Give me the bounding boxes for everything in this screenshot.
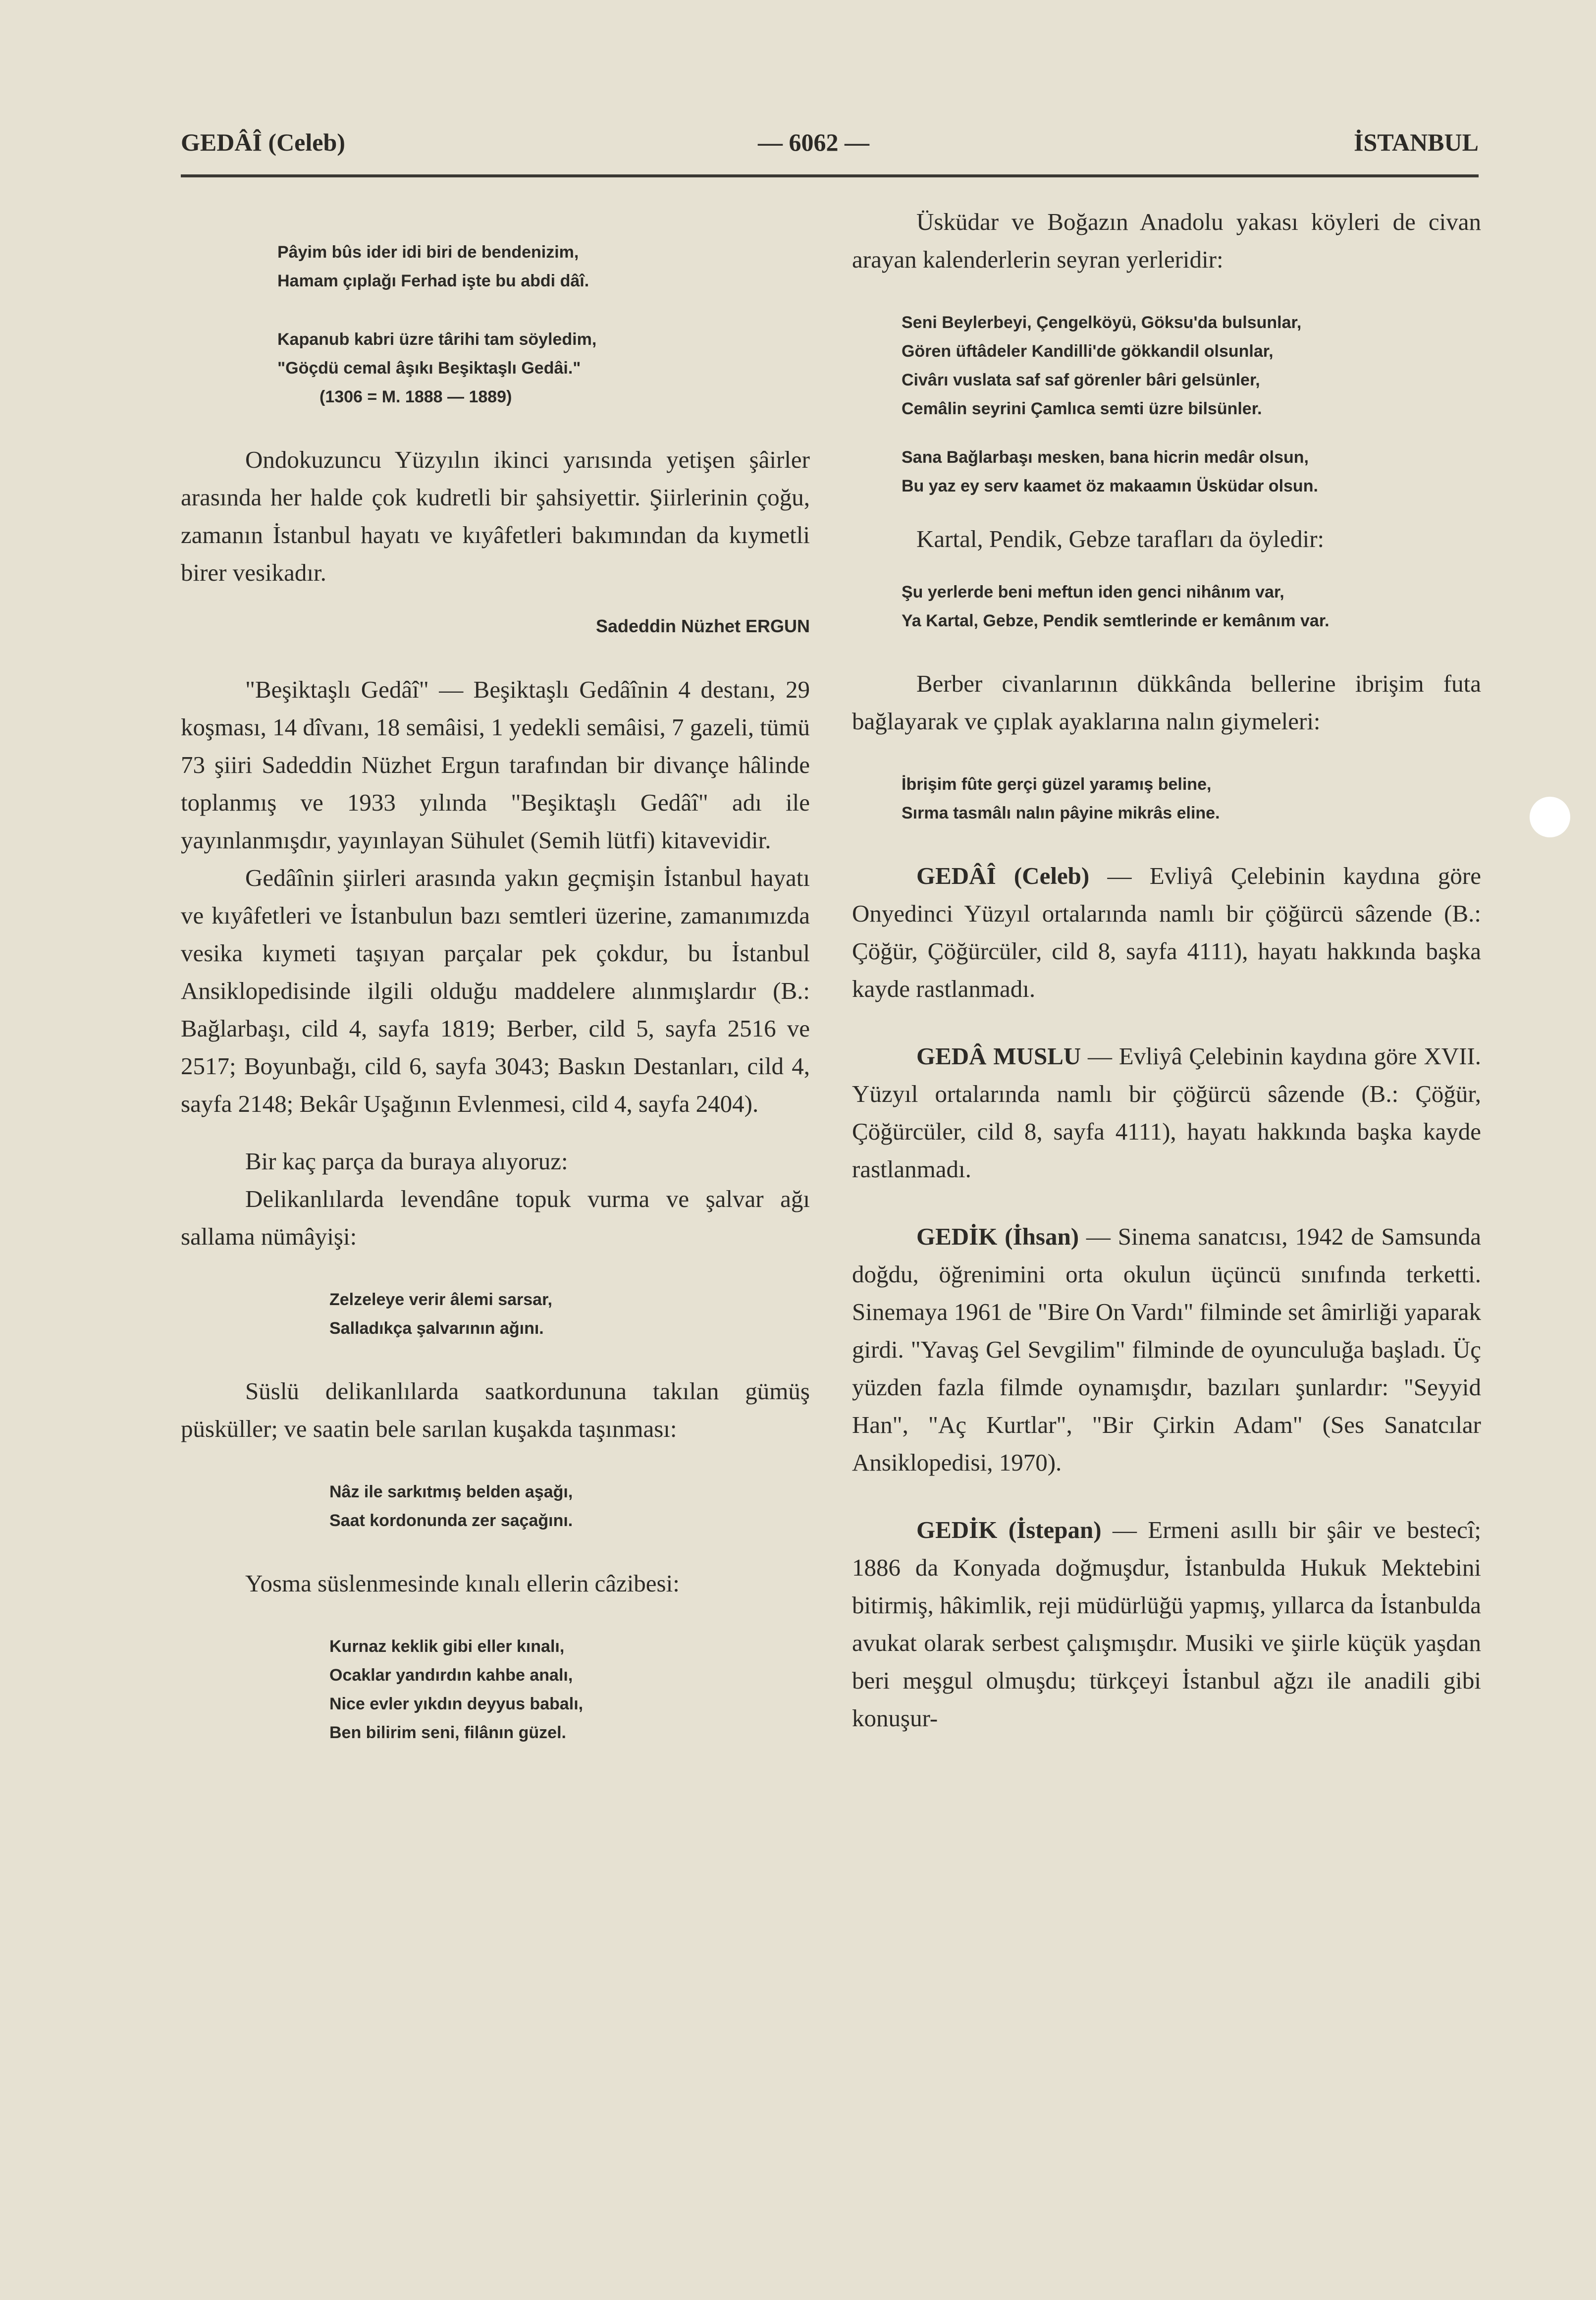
poem-line: Salladıkça şalvarının ağını. [329, 1319, 544, 1338]
left-column [181, 198, 810, 1747]
poem-stanza [181, 238, 810, 295]
encyclopedia-entry [852, 1218, 1481, 1481]
entry-body: — Evliyâ Çelebinin kaydına göre XVII. Yüzyıl ortalarında namlı bir çöğürcü sâzende (B.: Çöğür, Çöğürcüler, cild 8, sayfa 4111), hayatı hakkında başka kayde rastlanmadı. [852, 1042, 1482, 1183]
paragraph: "Beşiktaşlı Gedâî" — Beşiktaşlı Gedâînin 4 destanı, 29 koşması, 14 dîvanı, 18 semâisi, 1 yedekli semâisi, 7 gazeli, tümü 73 şiiri Sadeddin Nüzhet Ergun tarafından bir divançe hâlinde toplanmış ve 1933 yılında "Beşiktaşlı Gedâî" adı ile yayınlanmışdır, yayınlayan Sühulet (Semih lütfi) kitavevidir. [181, 676, 810, 854]
entry-body: — Ermeni asıllı bir şâir ve bestecî; 1886 da Konyada doğmuşdur, İstanbulda Hukuk Mektebini bitirmiş, hâkimlik, reji müdürlüğü yapmış, yıllarca da İstanbulda avukat olarak serbest çalışmışdır. Musiki ve şiirle küçük yaşdan beri meşgul olmuşdu; türkçeyi İstanbul ağzı ile anadili gibi konuşur- [852, 1516, 1481, 1732]
poem-line: Seni Beylerbeyi, Çengelköyü, Göksu'da bulsunlar, [902, 313, 1302, 332]
encyclopedia-entry [852, 857, 1481, 1008]
paragraph: Ondokuzuncu Yüzyılın ikinci yarısında yetişen şâirler arasında her halde çok kudretli bir şahsiyettir. Şiirlerinin çoğu, zamanın İstanbul hayatı ve kıyâfetleri bakımından da kıymetli birer vesikadır. [181, 446, 810, 586]
header-volume-title: İSTANBUL [1354, 128, 1479, 156]
entry-body: — Evliyâ Çelebinin kaydına göre Onyedinci Yüzyıl ortalarında namlı bir çöğürcü sâzende (B.: Çöğür, Çöğürcüler, cild 8, sayfa 4111), hayatı hakkında başka kayde rastlanmadı. [852, 862, 1481, 1002]
poem-line: Ya Kartal, Gebze, Pendik semtlerinde er kemânım var. [902, 611, 1330, 630]
header-rule [181, 174, 1479, 177]
poem-line: Kapanub kabri üzre târihi tam söyledim, [277, 330, 597, 349]
poem-stanza [181, 1632, 810, 1747]
poem-line: "Göçdü cemal âşıkı Beşiktaşlı Gedâi." [277, 359, 581, 378]
poem-stanza [181, 325, 810, 411]
poem-line: Cemâlin seyrini Çamlıca semti üzre bilsünler. [902, 399, 1262, 418]
paragraph: Yosma süslenmesinde kınalı ellerin câzibesi: [245, 1570, 680, 1597]
author-signature: Sadeddin Nüzhet ERGUN [595, 616, 810, 636]
poem-line: Civârı vuslata saf saf görenler bâri gelsünler, [902, 371, 1260, 389]
encyclopedia-entry [852, 1038, 1481, 1188]
poem-line: Şu yerlerde beni meftun iden genci nihânım var, [902, 583, 1284, 602]
entry-title: GEDÂÎ (Celeb) [916, 862, 1090, 889]
paragraph: Delikanlılarda levendâne topuk vurma ve şalvar ağı sallama nümâyişi: [181, 1185, 810, 1250]
entry-body: — Sinema sanatcısı, 1942 de Samsunda doğdu, öğrenimini orta okulun üçüncü sınıfında terketti. Sinemaya 1961 de "Bire On Vardı" filminde set âmirliği yaparak girdi. "Yavaş Gel Sevgilim" filminde de oyunculuğa başladı. Üç yüzden fazla filmde oynamışdır, bazıları şunlardır: "Seyyid Han", "Aç Kurtlar", "Bir Çirkin Adam" (Ses Sanatcılar Ansiklopedisi, 1970). [852, 1223, 1481, 1476]
punch-hole [1530, 797, 1570, 837]
poem-line: Gören üftâdeler Kandilli'de gökkandil olsunlar, [902, 342, 1274, 361]
page-number: — 6062 — [758, 128, 869, 156]
poem-line: Nice evler yıkdın deyyus babalı, [329, 1695, 584, 1713]
paragraph: Kartal, Pendik, Gebze tarafları da öyledir: [916, 525, 1325, 552]
poem-stanza [852, 770, 1481, 827]
poem-line: Nâz ile sarkıtmış belden aşağı, [329, 1482, 573, 1501]
paragraph: Berber civanlarının dükkânda bellerine ibrişim futa bağlayarak ve çıplak ayaklarına nalın giymeleri: [852, 670, 1481, 735]
poem-line: Kurnaz keklik gibi eller kınalı, [329, 1637, 565, 1656]
entry-title: GEDÂ MUSLU [916, 1042, 1081, 1070]
poem-stanza [181, 1285, 810, 1343]
right-column [852, 198, 1481, 1737]
paragraph: Bir kaç parça da buraya alıyoruz: [245, 1148, 568, 1175]
poem-line: Sana Bağlarbaşı mesken, bana hicrin medâr olsun, [902, 448, 1309, 467]
poem-stanza [852, 443, 1481, 500]
running-header [181, 128, 1479, 163]
poem-line: Saat kordonunda zer saçağını. [329, 1511, 573, 1530]
encyclopedia-entry [852, 1511, 1481, 1737]
poem-line: Bu yaz ey serv kaamet öz makaamın Üsküdar olsun. [902, 477, 1318, 495]
poem-line: Pâyim bûs ider idi biri de bendenizim, [277, 243, 579, 262]
entry-title: GEDİK (İhsan) [916, 1223, 1079, 1250]
poem-stanza [181, 1478, 810, 1535]
poem-line: İbrişim fûte gerçi güzel yaramış beline, [902, 775, 1212, 794]
header-entry-title: GEDÂÎ (Celeb) [181, 128, 345, 156]
poem-line: Ben bilirim seni, filânın güzel. [329, 1723, 566, 1742]
entry-title: GEDİK (İstepan) [916, 1516, 1102, 1543]
paragraph: Üsküdar ve Boğazın Anadolu yakası köyleri de civan arayan kalenderlerin seyran yerleridir: [852, 208, 1481, 273]
poem-date-line: (1306 = M. 1888 — 1889) [319, 387, 512, 406]
poem-stanza [852, 308, 1481, 423]
paragraph: Süslü delikanlılarda saatkordununa takılan gümüş püsküller; ve saatin bele sarılan kuşakda taşınması: [181, 1377, 810, 1442]
poem-line: Sırma tasmâlı nalın pâyine mikrâs eline. [902, 804, 1220, 822]
poem-stanza [852, 578, 1481, 635]
poem-line: Hamam çıplağı Ferhad işte bu abdi dâî. [277, 272, 589, 290]
paragraph: Gedâînin şiirleri arasında yakın geçmişin İstanbul hayatı ve kıyâfetleri ve İstanbulun bazı semtleri üzerine, zamanımızda vesika kıymeti taşıyan parçalar pek çokdur, bu İstanbul Ansiklopedisinde ilgili olduğu maddelere alınmışlardır (B.: Bağlarbaşı, cild 4, sayfa 1819; Berber, cild 5, sayfa 2516 ve 2517; Boyunbağı, cild 6, sayfa 3043; Baskın Destanları, cild 4, sayfa 2148; Bekâr Uşağının Evlenmesi, cild 4, sayfa 2404). [181, 864, 810, 1117]
poem-line: Zelzeleye verir âlemi sarsar, [329, 1290, 552, 1309]
poem-line: Ocaklar yandırdın kahbe analı, [329, 1666, 573, 1685]
